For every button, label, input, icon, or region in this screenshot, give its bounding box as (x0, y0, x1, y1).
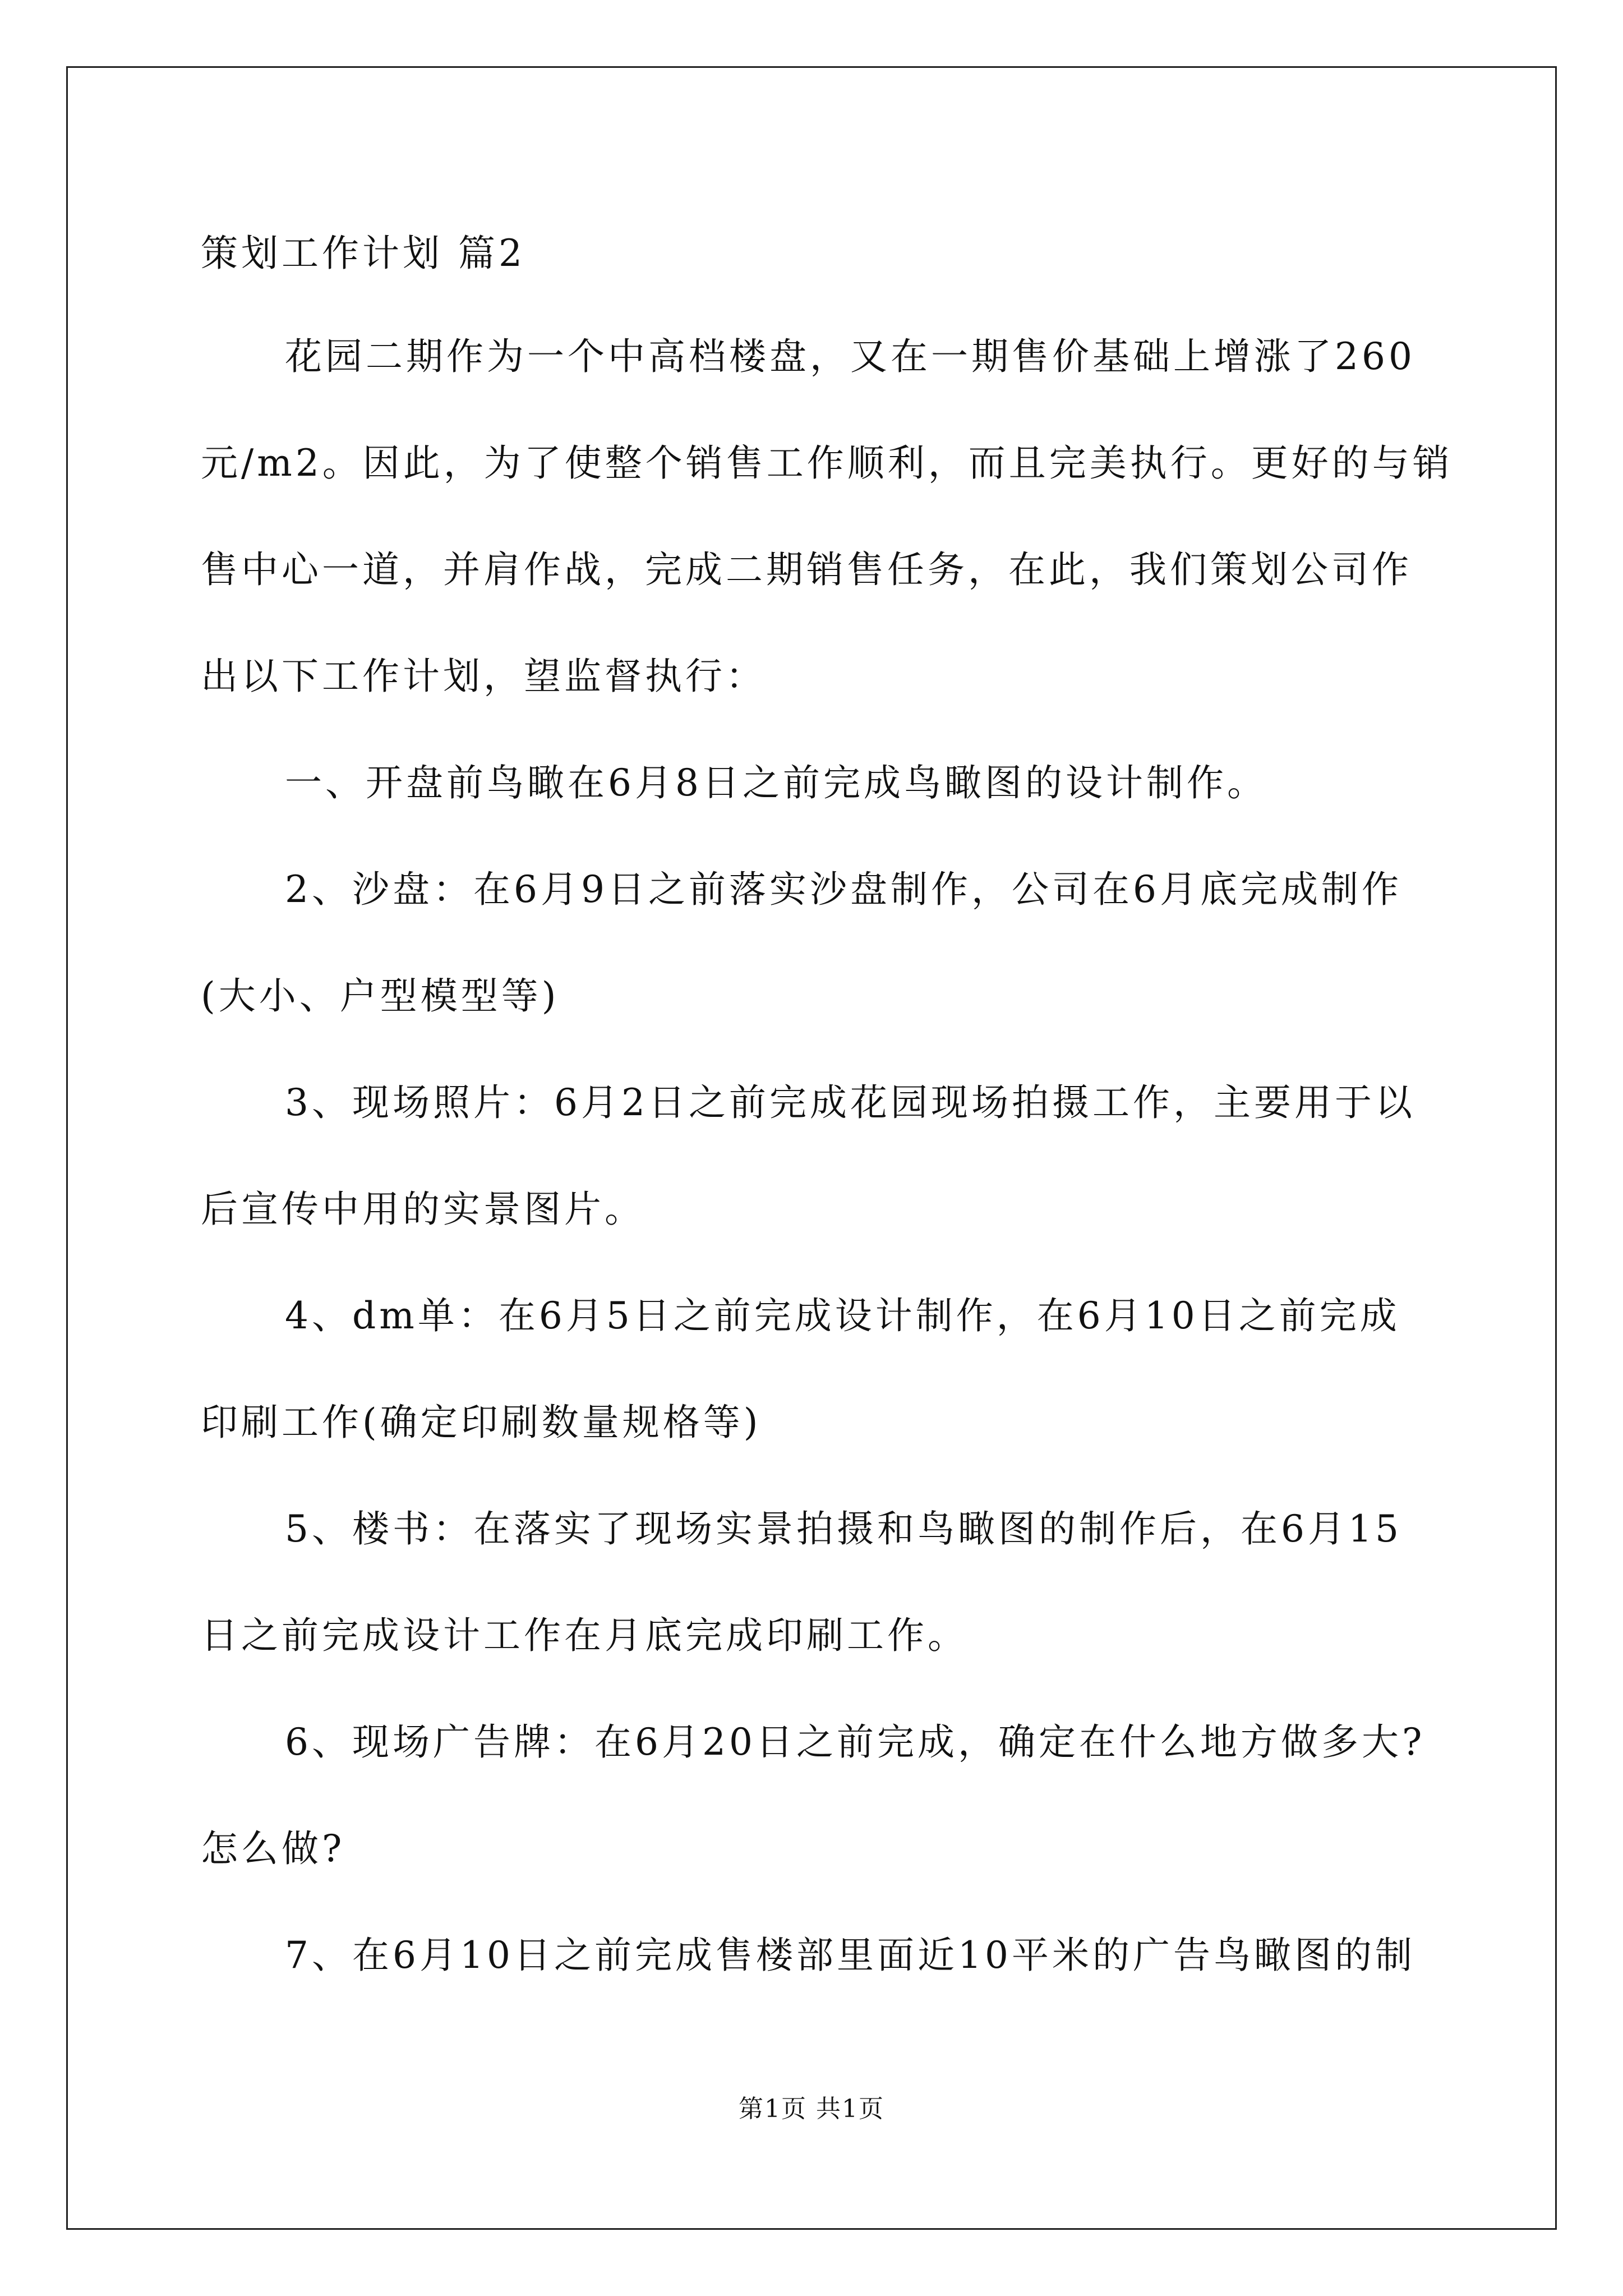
paragraph-1-line-4: 出以下工作计划，望监督执行： (201, 655, 766, 698)
paragraph-7-line-2: 怎么做? (201, 1827, 345, 1870)
paragraph-1-line-1: 花园二期作为一个中高档楼盘，又在一期售价基础上增涨了260 (285, 335, 1415, 378)
paragraph-6-line-2: 日之前完成设计工作在月底完成印刷工作。 (201, 1614, 968, 1657)
document-title: 策划工作计划 篇2 (201, 232, 525, 275)
paragraph-4-line-1: 3、现场照片：6月2日之前完成花园现场拍摄工作，主要用于以 (285, 1081, 1415, 1124)
paragraph-1-line-2: 元/m2。因此，为了使整个销售工作顺利，而且完美执行。更好的与销 (201, 441, 1453, 485)
page-footer: 第1页 共1页 (739, 2095, 884, 2123)
paragraph-6-line-1: 5、楼书：在落实了现场实景拍摄和鸟瞰图的制作后，在6月15 (285, 1507, 1402, 1550)
paragraph-8-line-1: 7、在6月10日之前完成售楼部里面近10平米的广告鸟瞰图的制 (285, 1934, 1415, 1977)
paragraph-7-line-1: 6、现场广告牌：在6月20日之前完成，确定在什么地方做多大? (285, 1720, 1426, 1764)
page-border (66, 66, 1557, 2230)
paragraph-3-line-1: 2、沙盘：在6月9日之前落实沙盘制作，公司在6月底完成制作 (285, 868, 1402, 911)
paragraph-4-line-2: 后宣传中用的实景图片。 (201, 1188, 645, 1231)
paragraph-5-line-1: 4、dm单：在6月5日之前完成设计制作，在6月10日之前完成 (285, 1294, 1400, 1337)
paragraph-1-line-3: 售中心一道，并肩作战，完成二期销售任务，在此，我们策划公司作 (201, 548, 1412, 591)
paragraph-3-line-2: (大小、户型模型等) (201, 974, 560, 1018)
paragraph-5-line-2: 印刷工作(确定印刷数量规格等) (201, 1401, 762, 1444)
paragraph-2-line-1: 一、开盘前鸟瞰在6月8日之前完成鸟瞰图的设计制作。 (285, 761, 1267, 804)
